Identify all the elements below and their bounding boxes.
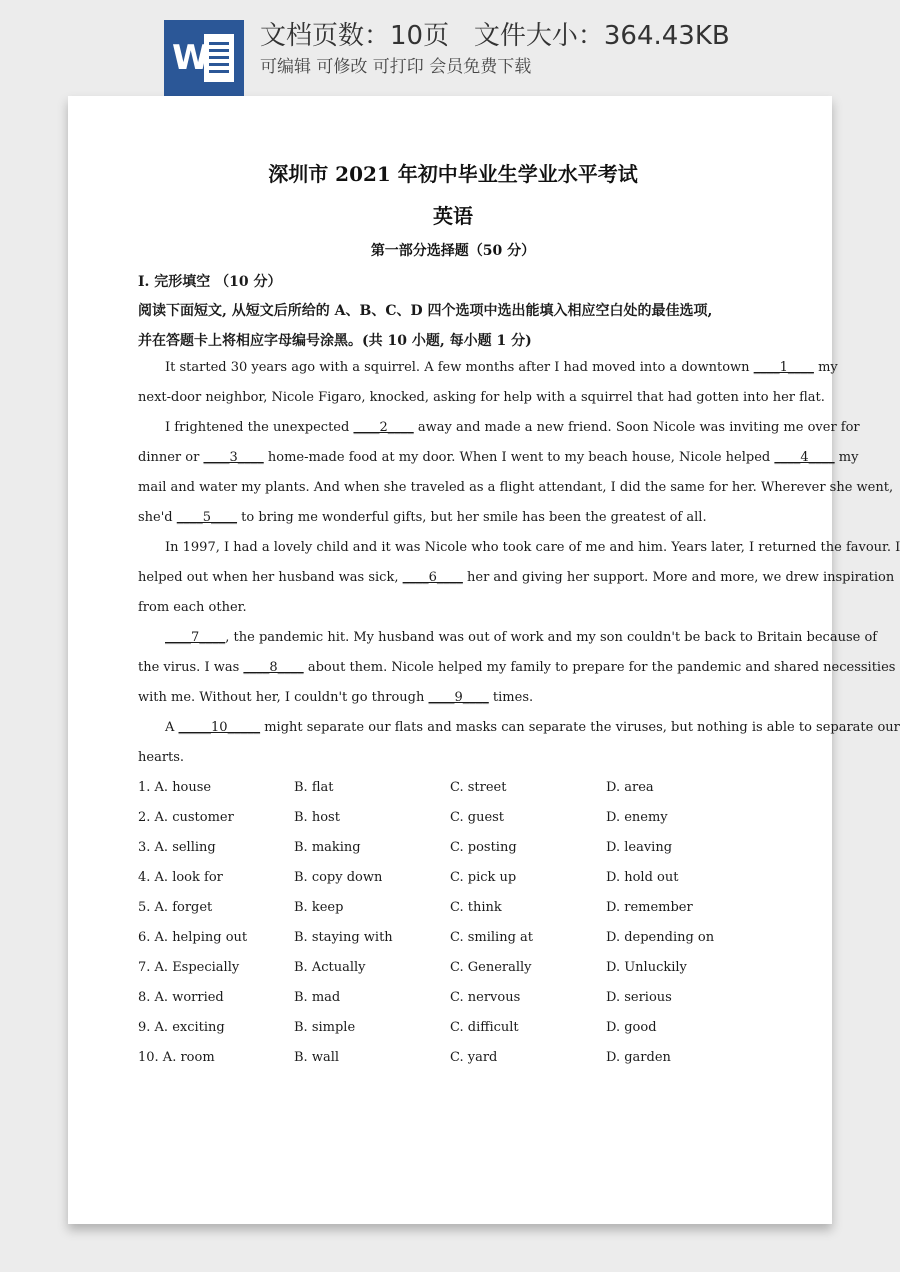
passage-line bbox=[138, 510, 768, 525]
option-choice: 7. A. Especially bbox=[138, 960, 240, 975]
document-page bbox=[68, 96, 900, 1224]
option-choice: B. Actually bbox=[294, 960, 366, 975]
option-choice: D. area bbox=[606, 780, 654, 795]
passage-text: hearts. bbox=[138, 750, 185, 765]
blank-number: ____1____ bbox=[753, 360, 814, 375]
passage-text: my bbox=[834, 450, 859, 465]
passage-text: her and giving her support. More and more, we drew inspiration bbox=[462, 570, 895, 585]
option-choice: 1. A. house bbox=[138, 780, 212, 795]
blank-number: ____6____ bbox=[402, 570, 463, 585]
passage-text: home-made food at my door. When I went to my beach house, Nicole helped bbox=[263, 450, 775, 465]
option-choice: D. Unluckily bbox=[606, 960, 687, 975]
option-choice: B. host bbox=[294, 810, 340, 825]
passage-line bbox=[165, 720, 900, 735]
option-choice: 9. A. exciting bbox=[138, 1020, 225, 1035]
option-choice: C. pick up bbox=[450, 870, 517, 885]
option-choice: 8. A. worried bbox=[138, 990, 224, 1005]
blank-number: ____9____ bbox=[428, 690, 489, 705]
passage-text: In 1997, I had a lovely child and it was Nicole who took care of me and him. Years later, I returned the favour. I bbox=[165, 540, 900, 555]
option-choice: C. Generally bbox=[450, 960, 532, 975]
option-choice: 5. A. forget bbox=[138, 900, 213, 915]
option-choice: C. posting bbox=[450, 840, 517, 855]
passage-line bbox=[165, 360, 838, 375]
blank-number: ____5____ bbox=[176, 510, 238, 525]
passage-text: away and made a new friend. Soon Nicole was inviting me over for bbox=[413, 420, 860, 435]
option-choice: C. think bbox=[450, 900, 502, 915]
document-features: 可编辑 可修改 可打印 会员免费下载 bbox=[260, 57, 532, 77]
option-choice: D. leaving bbox=[606, 840, 673, 855]
option-choice: B. mad bbox=[294, 990, 341, 1005]
blank-number: ____7____ bbox=[165, 630, 226, 645]
passage-text: with me. Without her, I couldn't go through bbox=[138, 690, 429, 705]
passage-line bbox=[138, 480, 894, 495]
exam-title: 深圳市 2021 年初中毕业生学业水平考试 bbox=[268, 162, 638, 186]
word-letter: W bbox=[172, 38, 210, 78]
option-choice: B. flat bbox=[294, 780, 334, 795]
passage-text: It started 30 years ago with a squirrel. A few months after I had moved into a downtown bbox=[165, 360, 754, 375]
header-bar bbox=[0, 0, 900, 96]
passage-line bbox=[138, 690, 768, 705]
passage-line bbox=[165, 630, 878, 645]
option-choice: D. depending on bbox=[606, 930, 715, 945]
instruction-line: 并在答题卡上将相应字母编号涂黑。(共 10 小题, 每小题 1 分) bbox=[138, 333, 532, 349]
option-choice: 6. A. helping out bbox=[138, 930, 248, 945]
option-choice: C. street bbox=[450, 780, 507, 795]
option-choice: 3. A. selling bbox=[138, 840, 216, 855]
passage-line bbox=[138, 600, 768, 615]
section-heading: I. 完形填空 （10 分） bbox=[138, 274, 282, 290]
blank-number: ____3____ bbox=[203, 450, 264, 465]
option-choice: D. serious bbox=[606, 990, 672, 1005]
passage-text: next-door neighbor, Nicole Figaro, knocked, asking for help with a squirrel that had gotten into her flat. bbox=[138, 390, 825, 405]
passage-line bbox=[138, 450, 859, 465]
passage-line bbox=[138, 390, 825, 405]
blank-number: ____4____ bbox=[774, 450, 835, 465]
document-meta-info: 文档页数：10页 文件大小：364.43KB bbox=[260, 21, 730, 51]
word-document-icon bbox=[164, 20, 244, 96]
blank-number: ____2____ bbox=[353, 420, 414, 435]
passage-text: the virus. I was bbox=[138, 660, 244, 675]
option-choice: 10. A. room bbox=[138, 1050, 215, 1065]
option-choice: D. enemy bbox=[606, 810, 668, 825]
option-choice: C. guest bbox=[450, 810, 505, 825]
part-heading: 第一部分选择题（50 分） bbox=[370, 243, 536, 259]
passage-text: my bbox=[813, 360, 838, 375]
passage-text: from each other. bbox=[138, 600, 247, 615]
passage-text: dinner or bbox=[138, 450, 204, 465]
passage-text: I frightened the unexpected bbox=[165, 420, 354, 435]
passage-text: , the pandemic hit. My husband was out of work and my son couldn't be back to Britain because of bbox=[225, 630, 878, 645]
option-choice: B. staying with bbox=[294, 930, 393, 945]
option-choice: C. yard bbox=[450, 1050, 498, 1065]
option-choice: B. copy down bbox=[294, 870, 383, 885]
blank-number: _____10_____ bbox=[178, 720, 261, 735]
passage-text: to bring me wonderful gifts, but her smile has been the greatest of all. bbox=[237, 510, 707, 525]
passage-text: about them. Nicole helped my family to prepare for the pandemic and shared necessities bbox=[303, 660, 896, 675]
option-choice: D. remember bbox=[606, 900, 693, 915]
passage-text: times. bbox=[488, 690, 534, 705]
option-choice: B. keep bbox=[294, 900, 344, 915]
passage-text: might separate our flats and masks can separate the viruses, but nothing is able to separate our bbox=[260, 720, 900, 735]
passage-line bbox=[165, 540, 900, 555]
passage-text: helped out when her husband was sick, bbox=[138, 570, 403, 585]
option-choice: D. garden bbox=[606, 1050, 671, 1065]
option-choice: C. difficult bbox=[450, 1020, 519, 1035]
subject-title: 英语 bbox=[433, 204, 473, 228]
option-choice: D. good bbox=[606, 1020, 657, 1035]
option-choice: B. making bbox=[294, 840, 361, 855]
option-choice: C. nervous bbox=[450, 990, 521, 1005]
passage-line bbox=[138, 570, 895, 585]
option-choice: B. simple bbox=[294, 1020, 356, 1035]
passage-line bbox=[165, 420, 860, 435]
passage-text: she'd bbox=[138, 510, 177, 525]
blank-number: ____8____ bbox=[243, 660, 304, 675]
option-choice: C. smiling at bbox=[450, 930, 534, 945]
passage-text: A bbox=[165, 720, 179, 735]
option-choice: 4. A. look for bbox=[138, 870, 223, 885]
option-choice: 2. A. customer bbox=[138, 810, 234, 825]
passage-text: mail and water my plants. And when she traveled as a flight attendant, I did the same for her. Wherever she went, bbox=[138, 480, 894, 495]
option-choice: D. hold out bbox=[606, 870, 679, 885]
passage-line bbox=[138, 750, 768, 765]
instruction-line: 阅读下面短文, 从短文后所给的 A、B、C、D 四个选项中选出能填入相应空白处的最佳选项, bbox=[138, 303, 713, 319]
option-choice: B. wall bbox=[294, 1050, 340, 1065]
passage-line bbox=[138, 660, 896, 675]
